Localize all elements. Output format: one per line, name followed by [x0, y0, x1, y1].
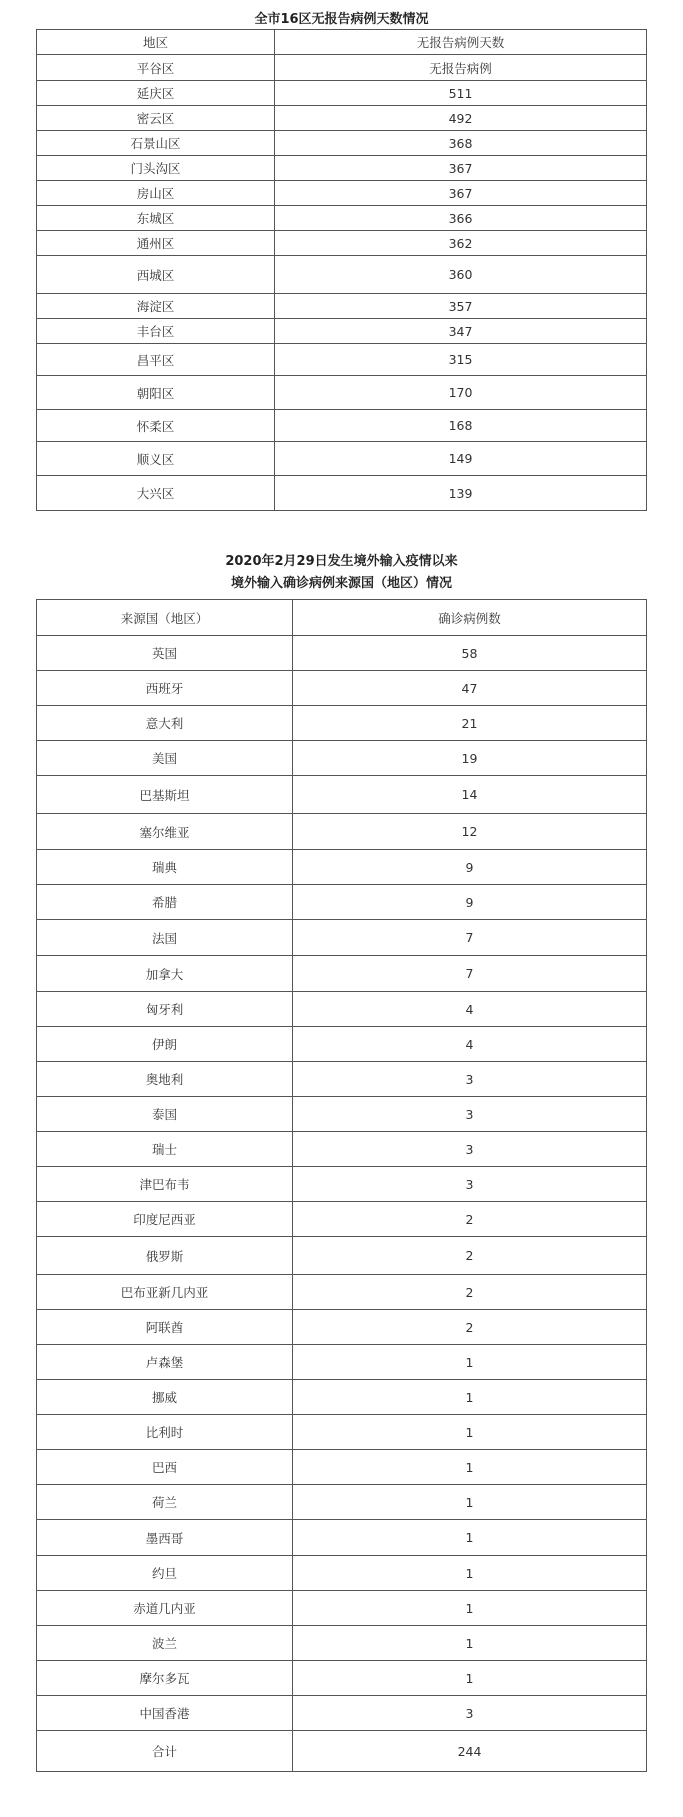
table-row: [37, 741, 647, 776]
table-row: [37, 256, 647, 294]
days-cell: 168: [275, 410, 647, 442]
header-region: 地区: [37, 30, 275, 55]
table-row: [37, 319, 647, 344]
table-row: [37, 476, 647, 511]
days-cell: 366: [275, 206, 647, 231]
table-row: [37, 106, 647, 131]
table-row: [37, 776, 647, 814]
table-row: [37, 1696, 647, 1731]
table-row: [37, 1450, 647, 1485]
table-row: [37, 1380, 647, 1415]
count-cell: 3: [293, 1132, 647, 1167]
count-cell: 19: [293, 741, 647, 776]
country-cell: 津巴布韦: [37, 1167, 293, 1202]
table-row: [37, 1062, 647, 1097]
region-cell: 顺义区: [37, 442, 275, 476]
table-header-row: [37, 30, 647, 55]
header-no-case-days: 无报告病例天数: [275, 30, 647, 55]
country-cell: 摩尔多瓦: [37, 1661, 293, 1696]
country-cell: 希腊: [37, 885, 293, 920]
table-row: [37, 1661, 647, 1696]
table-row: [37, 1485, 647, 1520]
count-cell: 7: [293, 920, 647, 956]
table-row: [37, 55, 647, 81]
count-cell: 1: [293, 1591, 647, 1626]
country-cell: 美国: [37, 741, 293, 776]
country-cell: 西班牙: [37, 671, 293, 706]
count-cell: 2: [293, 1237, 647, 1275]
count-cell: 21: [293, 706, 647, 741]
table-row: [37, 1202, 647, 1237]
region-cell: 延庆区: [37, 81, 275, 106]
table2-title-line2: 境外输入确诊病例来源国（地区）情况: [230, 576, 452, 591]
header-confirmed-count: 确诊病例数: [293, 600, 647, 636]
table-row: [37, 1132, 647, 1167]
region-cell: 昌平区: [37, 344, 275, 376]
count-cell: 1: [293, 1345, 647, 1380]
days-cell: 149: [275, 442, 647, 476]
days-cell: 无报告病例: [275, 55, 647, 81]
country-cell: 卢森堡: [37, 1345, 293, 1380]
days-cell: 315: [275, 344, 647, 376]
count-cell: 9: [293, 885, 647, 920]
table-row: [37, 920, 647, 956]
region-cell: 通州区: [37, 231, 275, 256]
country-cell: 英国: [37, 636, 293, 671]
days-cell: 492: [275, 106, 647, 131]
table-row: [37, 181, 647, 206]
count-cell: 1: [293, 1415, 647, 1450]
table-row: [37, 1097, 647, 1132]
table-row: [37, 956, 647, 992]
count-cell: 1: [293, 1485, 647, 1520]
count-cell: 7: [293, 956, 647, 992]
table-header-row: [37, 600, 647, 636]
total-value: 244: [293, 1731, 647, 1772]
country-cell: 伊朗: [37, 1027, 293, 1062]
country-cell: 巴基斯坦: [37, 776, 293, 814]
region-cell: 东城区: [37, 206, 275, 231]
imported-cases-source-table: [36, 599, 647, 1772]
table-row: [37, 636, 647, 671]
count-cell: 3: [293, 1696, 647, 1731]
country-cell: 塞尔维亚: [37, 814, 293, 850]
table-row: [37, 294, 647, 319]
table-row: [37, 1167, 647, 1202]
count-cell: 3: [293, 1062, 647, 1097]
days-cell: 170: [275, 376, 647, 410]
table-row: [37, 992, 647, 1027]
count-cell: 3: [293, 1167, 647, 1202]
region-cell: 房山区: [37, 181, 275, 206]
count-cell: 2: [293, 1275, 647, 1310]
country-cell: 法国: [37, 920, 293, 956]
country-cell: 波兰: [37, 1626, 293, 1661]
region-cell: 门头沟区: [37, 156, 275, 181]
table-row: [37, 1626, 647, 1661]
table-row: [37, 156, 647, 181]
region-cell: 海淀区: [37, 294, 275, 319]
table-row: [37, 1310, 647, 1345]
country-cell: 印度尼西亚: [37, 1202, 293, 1237]
table-row: [37, 1275, 647, 1310]
header-source-country: 来源国（地区）: [37, 600, 293, 636]
count-cell: 1: [293, 1450, 647, 1485]
count-cell: 4: [293, 1027, 647, 1062]
count-cell: 1: [293, 1661, 647, 1696]
count-cell: 1: [293, 1556, 647, 1591]
days-cell: 357: [275, 294, 647, 319]
country-cell: 墨西哥: [37, 1520, 293, 1556]
table-row: [37, 410, 647, 442]
country-cell: 泰国: [37, 1097, 293, 1132]
country-cell: 意大利: [37, 706, 293, 741]
count-cell: 47: [293, 671, 647, 706]
country-cell: 约旦: [37, 1556, 293, 1591]
country-cell: 比利时: [37, 1415, 293, 1450]
table-row: [37, 1591, 647, 1626]
country-cell: 中国香港: [37, 1696, 293, 1731]
count-cell: 4: [293, 992, 647, 1027]
table-row: [37, 1237, 647, 1275]
region-cell: 密云区: [37, 106, 275, 131]
region-cell: 西城区: [37, 256, 275, 294]
count-cell: 12: [293, 814, 647, 850]
table-row: [37, 1345, 647, 1380]
table2-title-line1: 2020年2月29日发生境外输入疫情以来: [225, 554, 458, 569]
days-cell: 367: [275, 156, 647, 181]
count-cell: 2: [293, 1202, 647, 1237]
days-cell: 511: [275, 81, 647, 106]
total-label: 合计: [37, 1731, 293, 1772]
table-row: [37, 442, 647, 476]
days-cell: 362: [275, 231, 647, 256]
country-cell: 瑞典: [37, 850, 293, 885]
table-row: [37, 814, 647, 850]
no-case-days-table: [36, 29, 647, 511]
region-cell: 石景山区: [37, 131, 275, 156]
count-cell: 9: [293, 850, 647, 885]
region-cell: 大兴区: [37, 476, 275, 511]
country-cell: 俄罗斯: [37, 1237, 293, 1275]
table1-title: 全市16区无报告病例天数情况: [254, 12, 429, 27]
table-row: [37, 1520, 647, 1556]
region-cell: 朝阳区: [37, 376, 275, 410]
count-cell: 1: [293, 1380, 647, 1415]
days-cell: 347: [275, 319, 647, 344]
days-cell: 367: [275, 181, 647, 206]
table-row: [37, 206, 647, 231]
table-row: [37, 376, 647, 410]
days-cell: 360: [275, 256, 647, 294]
days-cell: 368: [275, 131, 647, 156]
table-row: [37, 885, 647, 920]
country-cell: 赤道几内亚: [37, 1591, 293, 1626]
country-cell: 阿联酋: [37, 1310, 293, 1345]
country-cell: 奥地利: [37, 1062, 293, 1097]
count-cell: 3: [293, 1097, 647, 1132]
count-cell: 2: [293, 1310, 647, 1345]
table-row: [37, 1415, 647, 1450]
region-cell: 平谷区: [37, 55, 275, 81]
table-row: [37, 671, 647, 706]
count-cell: 58: [293, 636, 647, 671]
country-cell: 加拿大: [37, 956, 293, 992]
table-row: [37, 1556, 647, 1591]
count-cell: 1: [293, 1520, 647, 1556]
region-cell: 丰台区: [37, 319, 275, 344]
count-cell: 1: [293, 1626, 647, 1661]
country-cell: 瑞士: [37, 1132, 293, 1167]
country-cell: 匈牙利: [37, 992, 293, 1027]
table-row: [37, 131, 647, 156]
country-cell: 巴布亚新几内亚: [37, 1275, 293, 1310]
total-row: [37, 1731, 647, 1772]
table-row: [37, 344, 647, 376]
days-cell: 139: [275, 476, 647, 511]
table-row: [37, 850, 647, 885]
table-row: [37, 1027, 647, 1062]
country-cell: 挪威: [37, 1380, 293, 1415]
count-cell: 14: [293, 776, 647, 814]
table-row: [37, 81, 647, 106]
table-row: [37, 706, 647, 741]
country-cell: 巴西: [37, 1450, 293, 1485]
region-cell: 怀柔区: [37, 410, 275, 442]
table-row: [37, 231, 647, 256]
country-cell: 荷兰: [37, 1485, 293, 1520]
